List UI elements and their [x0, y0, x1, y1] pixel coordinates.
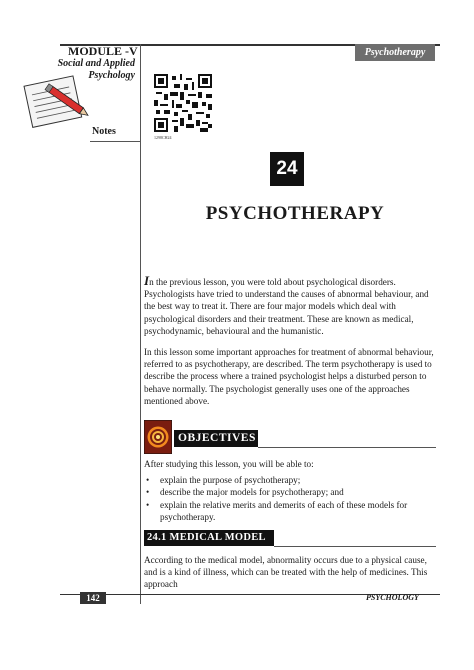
- objectives-rule: [258, 447, 436, 448]
- intro-paragraph-2: In this lesson some important approaches for treatment of abnormal behaviour, referred to as psychotherapy, are described. The term psychotherapy is used to describe the process where a trained psychologist helps a disturbed person to behave normally. The psychologist generally uses one of the approaches mentioned above.: [144, 347, 434, 406]
- section-heading: 24.1 MEDICAL MODEL: [144, 530, 274, 546]
- section-paragraph: According to the medical model, abnormality occurs due to a physical cause, and is a kind of illness, which can be treated with the help of medicines. This approach: [144, 555, 428, 590]
- notes-icon: [18, 72, 94, 132]
- objectives-list: [144, 474, 436, 524]
- chapter-number: 24: [270, 152, 304, 186]
- intro-paragraph-1-text: n the previous lesson, you were told about psychological disorders. Psychologists have tried to understand the causes of abnormal behaviour, and the best way to treat it. There are four major models which deal with psychological disorders and their treatment. These are known as medical, psychodynamic, behavioural and the humanistic.: [144, 277, 429, 336]
- notes-label: Notes: [92, 126, 116, 137]
- page-number: 142: [80, 592, 106, 604]
- qr-code-icon: [154, 74, 212, 132]
- qr-caption: 1298CH24: [154, 135, 172, 140]
- intro-paragraph-1: [144, 275, 434, 337]
- notes-rule: [90, 141, 140, 142]
- subject-tab: Psychotherapy: [355, 44, 435, 61]
- spiral-icon: [144, 420, 172, 454]
- drop-cap: I: [144, 273, 150, 288]
- objectives-heading: OBJECTIVES: [174, 430, 258, 447]
- list-item: • explain the purpose of psychotherapy;: [144, 474, 436, 486]
- chapter-title: PSYCHOTHERAPY: [205, 203, 385, 224]
- module-title: MODULE -V: [68, 44, 138, 58]
- sidebar-divider: [140, 44, 141, 604]
- footer-label: PSYCHOLOGY: [366, 593, 419, 602]
- module-subtitle: Social and Applied Psychology: [57, 58, 135, 81]
- section-rule: [274, 546, 436, 547]
- list-item: • explain the relative merits and demerits of each of these models for psychotherapy.: [144, 499, 436, 524]
- list-item: • describe the major models for psychotherapy; and: [144, 486, 436, 498]
- objectives-lead: After studying this lesson, you will be able to:: [144, 459, 314, 469]
